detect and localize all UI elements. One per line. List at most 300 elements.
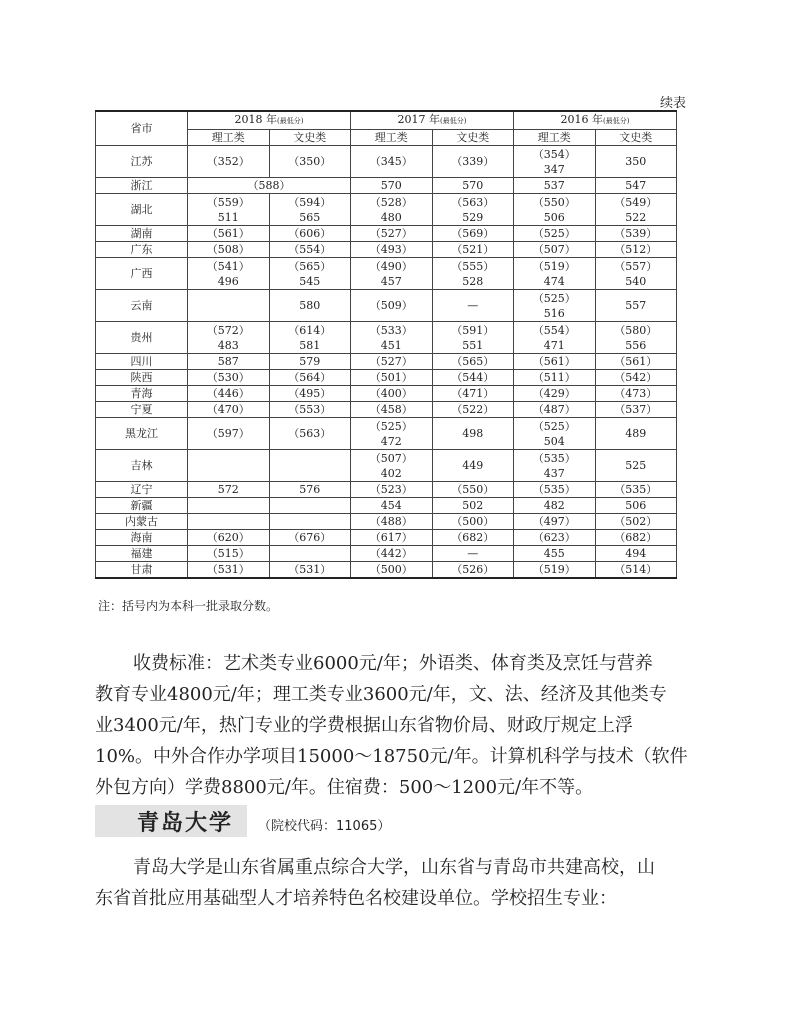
score-cell xyxy=(514,290,596,322)
score-value: 482 xyxy=(543,499,565,512)
province-cell: 广西 xyxy=(96,258,188,290)
score-cell xyxy=(514,450,596,482)
score-cell xyxy=(188,546,270,562)
score-cell xyxy=(351,194,433,226)
score-cell xyxy=(432,290,514,322)
score-value: 565 xyxy=(299,210,321,224)
score-value: （514） xyxy=(614,563,658,576)
table-row xyxy=(96,546,677,562)
score-value: （526） xyxy=(451,563,495,576)
score-cell xyxy=(188,258,270,290)
score-value: （493） xyxy=(369,243,413,256)
score-value: 576 xyxy=(299,483,321,496)
province-cell: 辽宁 xyxy=(96,482,188,498)
paragraph-line: 东省首批应用基础型人才培养特色名校建设单位。学校招生专业： xyxy=(95,888,617,909)
table-footnote: 注：括号内为本科一批录取分数。 xyxy=(98,599,279,613)
table-row xyxy=(96,482,677,498)
score-cell xyxy=(595,258,677,290)
score-value: （557） xyxy=(614,259,658,273)
score-value: （400） xyxy=(369,387,413,400)
score-cell xyxy=(432,498,514,514)
score-cell xyxy=(351,402,433,418)
table-row xyxy=(96,194,677,226)
province-header: 省市 xyxy=(96,111,188,146)
score-value: 537 xyxy=(543,179,565,192)
score-value: （519） xyxy=(532,259,576,273)
score-value: （512） xyxy=(614,243,658,256)
province-cell: 陕西 xyxy=(96,370,188,386)
score-cell xyxy=(595,194,677,226)
score-cell xyxy=(514,530,596,546)
score-cell xyxy=(432,418,514,450)
table-row xyxy=(96,146,677,178)
score-cell xyxy=(514,546,596,562)
score-cell xyxy=(351,146,433,178)
category-header: 文史类 xyxy=(432,130,514,146)
score-cell xyxy=(269,402,351,418)
score-cell xyxy=(514,242,596,258)
score-value: （525） xyxy=(532,419,576,433)
score-cell xyxy=(269,562,351,579)
score-cell xyxy=(595,354,677,370)
score-value: （569） xyxy=(451,227,495,240)
score-value: （544） xyxy=(451,371,495,384)
score-value: （470） xyxy=(206,403,250,416)
score-cell xyxy=(432,402,514,418)
paragraph-line: 外包方向）学费8800元/年。住宿费：500～1200元/年不等。 xyxy=(95,777,594,798)
score-value: （597） xyxy=(206,427,250,440)
score-cell xyxy=(269,418,351,450)
category-header: 理工类 xyxy=(514,130,596,146)
school-name: 青岛大学 xyxy=(137,811,234,836)
province-cell: 黑龙江 xyxy=(96,418,188,450)
score-cell xyxy=(188,194,270,226)
score-value: 502 xyxy=(462,499,484,512)
score-value: （508） xyxy=(206,243,250,256)
score-value: 483 xyxy=(217,338,239,352)
score-cell xyxy=(269,514,351,530)
score-value: （507） xyxy=(369,451,413,465)
score-cell xyxy=(188,418,270,450)
score-cell xyxy=(269,546,351,562)
table-row xyxy=(96,450,677,482)
score-cell xyxy=(432,146,514,178)
score-cell xyxy=(351,418,433,450)
score-cell xyxy=(269,322,351,354)
score-cell xyxy=(432,258,514,290)
score-value: （591） xyxy=(451,323,495,337)
category-header: 理工类 xyxy=(351,130,433,146)
score-value: （488） xyxy=(369,515,413,528)
score-cell xyxy=(351,546,433,562)
score-cell xyxy=(188,290,270,322)
province-cell: 海南 xyxy=(96,530,188,546)
score-value: 581 xyxy=(299,338,321,352)
score-cell xyxy=(351,354,433,370)
score-cell xyxy=(432,226,514,242)
score-value: 570 xyxy=(462,179,484,192)
score-value: 506 xyxy=(625,499,647,512)
score-cell xyxy=(514,370,596,386)
score-value: 350 xyxy=(625,155,647,168)
score-cell xyxy=(595,562,677,579)
year-header-2017: 2017 年(最低分) xyxy=(351,111,514,130)
score-value: （682） xyxy=(614,531,658,544)
score-cell xyxy=(595,386,677,402)
score-value: （565） xyxy=(288,259,332,273)
score-value: （594） xyxy=(288,195,332,209)
table-row xyxy=(96,418,677,450)
score-value: 545 xyxy=(299,274,321,288)
province-cell: 广东 xyxy=(96,242,188,258)
score-value: （528） xyxy=(369,195,413,209)
score-cell xyxy=(595,402,677,418)
score-value: 540 xyxy=(625,274,647,288)
score-cell xyxy=(269,242,351,258)
score-value: （527） xyxy=(369,355,413,368)
score-value: 580 xyxy=(299,299,321,312)
score-value: 572 xyxy=(217,483,239,496)
table-header-row-years xyxy=(96,111,677,130)
score-value: — xyxy=(467,299,479,312)
score-cell xyxy=(595,242,677,258)
score-cell xyxy=(432,194,514,226)
score-cell xyxy=(269,354,351,370)
score-value: 474 xyxy=(543,274,565,288)
score-value: （446） xyxy=(206,387,250,400)
score-value: （561） xyxy=(532,355,576,368)
score-cell xyxy=(514,498,596,514)
table-row xyxy=(96,322,677,354)
score-value: 480 xyxy=(380,210,402,224)
table-row xyxy=(96,402,677,418)
score-value: （559） xyxy=(206,195,250,209)
score-value: （502） xyxy=(614,515,658,528)
score-value: （354） xyxy=(532,147,576,161)
score-cell xyxy=(514,226,596,242)
score-value: 449 xyxy=(462,459,484,472)
score-value: （542） xyxy=(614,371,658,384)
table-row xyxy=(96,290,677,322)
score-value: （564） xyxy=(288,371,332,384)
score-cell xyxy=(188,386,270,402)
score-cell xyxy=(188,226,270,242)
score-cell xyxy=(269,530,351,546)
continued-label: 续表 xyxy=(660,96,687,111)
table-row xyxy=(96,530,677,546)
intro-paragraph xyxy=(95,852,705,914)
score-cell xyxy=(188,498,270,514)
province-cell: 湖南 xyxy=(96,226,188,242)
paragraph-line: 收费标准：艺术类专业6000元/年；外语类、体育类及烹饪与营养 xyxy=(133,653,653,674)
score-cell xyxy=(514,146,596,178)
table-row xyxy=(96,370,677,386)
paragraph-line: 教育专业4800元/年；理工类专业3600元/年，文、法、经济及其他类专 xyxy=(95,684,667,705)
score-value: 504 xyxy=(543,434,565,448)
score-value: （539） xyxy=(614,227,658,240)
score-value: 557 xyxy=(625,299,647,312)
score-cell xyxy=(432,514,514,530)
score-cell xyxy=(269,290,351,322)
score-value: （535） xyxy=(532,451,576,465)
paragraph-line: 10%。中外合作办学项目15000～18750元/年。计算机科学与技术（软件 xyxy=(95,746,688,767)
score-value: （549） xyxy=(614,195,658,209)
score-value: （572） xyxy=(206,323,250,337)
province-cell: 贵州 xyxy=(96,322,188,354)
score-cell xyxy=(269,386,351,402)
score-value: （623） xyxy=(532,531,576,544)
score-cell xyxy=(269,146,351,178)
score-value: （519） xyxy=(532,563,576,576)
score-cell xyxy=(595,530,677,546)
score-cell xyxy=(432,450,514,482)
table-row xyxy=(96,498,677,514)
score-cell xyxy=(188,354,270,370)
score-cell xyxy=(432,546,514,562)
score-cell xyxy=(595,514,677,530)
score-cell xyxy=(351,514,433,530)
score-cell xyxy=(514,482,596,498)
score-cell xyxy=(188,146,270,178)
score-value: 547 xyxy=(625,179,647,192)
score-cell xyxy=(269,258,351,290)
score-cell xyxy=(514,514,596,530)
score-value: （550） xyxy=(532,195,576,209)
score-value: （473） xyxy=(614,387,658,400)
province-cell: 青海 xyxy=(96,386,188,402)
score-cell xyxy=(269,370,351,386)
score-value: 489 xyxy=(625,427,647,440)
score-value: （531） xyxy=(288,563,332,576)
score-value: 551 xyxy=(462,338,484,352)
score-cell xyxy=(269,194,351,226)
score-value: （509） xyxy=(369,299,413,312)
score-cell xyxy=(595,370,677,386)
score-cell xyxy=(188,530,270,546)
table-row xyxy=(96,226,677,242)
score-cell xyxy=(188,370,270,386)
score-value: （580） xyxy=(614,323,658,337)
score-cell xyxy=(351,562,433,579)
score-value: （554） xyxy=(532,323,576,337)
score-cell-merged: （588） xyxy=(188,178,351,194)
score-cell xyxy=(514,562,596,579)
province-cell: 云南 xyxy=(96,290,188,322)
score-cell xyxy=(351,450,433,482)
score-value: 455 xyxy=(543,547,565,560)
table-row xyxy=(96,514,677,530)
score-value: 506 xyxy=(543,210,565,224)
score-cell xyxy=(432,322,514,354)
score-value: （345） xyxy=(369,155,413,168)
fee-paragraph xyxy=(95,648,705,803)
table-row xyxy=(96,562,677,579)
score-value: 471 xyxy=(543,338,565,352)
table-row xyxy=(96,178,677,194)
score-cell xyxy=(188,322,270,354)
score-cell xyxy=(351,370,433,386)
score-value: （530） xyxy=(206,371,250,384)
score-cell xyxy=(351,386,433,402)
score-value: （497） xyxy=(532,515,576,528)
table-row xyxy=(96,242,677,258)
province-cell: 新疆 xyxy=(96,498,188,514)
score-value: （501） xyxy=(369,371,413,384)
category-header: 文史类 xyxy=(269,130,351,146)
score-value: （617） xyxy=(369,531,413,544)
score-cell xyxy=(188,514,270,530)
score-value: （527） xyxy=(369,227,413,240)
score-cell xyxy=(188,562,270,579)
score-value: （561） xyxy=(206,227,250,240)
score-value: 451 xyxy=(380,338,402,352)
province-cell: 宁夏 xyxy=(96,402,188,418)
score-value: （563） xyxy=(451,195,495,209)
score-cell xyxy=(595,146,677,178)
score-value: 494 xyxy=(625,547,647,560)
score-cell xyxy=(514,322,596,354)
province-cell: 甘肃 xyxy=(96,562,188,579)
score-cell xyxy=(269,226,351,242)
score-value: （682） xyxy=(451,531,495,544)
score-value: （620） xyxy=(206,531,250,544)
score-value: 496 xyxy=(217,274,239,288)
score-value: （525） xyxy=(369,419,413,433)
score-value: （554） xyxy=(288,243,332,256)
score-value: 528 xyxy=(462,274,484,288)
score-value: 516 xyxy=(543,306,565,320)
score-cell xyxy=(432,354,514,370)
score-value: （429） xyxy=(532,387,576,400)
score-cell xyxy=(595,498,677,514)
score-cell xyxy=(432,178,514,194)
score-cell xyxy=(432,482,514,498)
paragraph-line: 青岛大学是山东省属重点综合大学，山东省与青岛市共建高校，山 xyxy=(133,857,655,878)
score-value: （507） xyxy=(532,243,576,256)
score-cell xyxy=(514,178,596,194)
score-value: （458） xyxy=(369,403,413,416)
score-cell xyxy=(351,322,433,354)
paragraph-line: 业3400元/年，热门专业的学费根据山东省物价局、财政厅规定上浮 xyxy=(95,715,633,736)
score-cell xyxy=(595,178,677,194)
category-header: 理工类 xyxy=(188,130,270,146)
province-cell: 内蒙古 xyxy=(96,514,188,530)
score-value: 457 xyxy=(380,274,402,288)
category-header: 文史类 xyxy=(595,130,677,146)
score-cell xyxy=(351,290,433,322)
score-value: （533） xyxy=(369,323,413,337)
score-value: （339） xyxy=(451,155,495,168)
score-value: 587 xyxy=(217,355,239,368)
score-value: 454 xyxy=(380,499,402,512)
score-cell xyxy=(269,450,351,482)
province-cell: 吉林 xyxy=(96,450,188,482)
score-value: （442） xyxy=(369,547,413,560)
score-value: （490） xyxy=(369,259,413,273)
province-cell: 江苏 xyxy=(96,146,188,178)
score-cell xyxy=(595,482,677,498)
score-value: 511 xyxy=(217,210,239,224)
score-value: 570 xyxy=(380,179,402,192)
score-value: （563） xyxy=(288,427,332,440)
score-value: （561） xyxy=(614,355,658,368)
score-value: （471） xyxy=(451,387,495,400)
score-cell xyxy=(432,562,514,579)
score-value: （350） xyxy=(288,155,332,168)
score-value: （495） xyxy=(288,387,332,400)
score-cell xyxy=(595,418,677,450)
score-value: 529 xyxy=(462,210,484,224)
score-value: 347 xyxy=(543,162,565,176)
admission-score-table xyxy=(95,110,677,579)
score-value: （515） xyxy=(206,547,250,560)
score-value: 472 xyxy=(380,434,402,448)
province-cell: 浙江 xyxy=(96,178,188,194)
score-cell xyxy=(514,386,596,402)
score-value: （553） xyxy=(288,403,332,416)
score-cell xyxy=(269,482,351,498)
score-cell xyxy=(514,258,596,290)
score-value: （535） xyxy=(614,483,658,496)
score-cell xyxy=(351,258,433,290)
score-cell xyxy=(595,290,677,322)
score-cell xyxy=(514,354,596,370)
province-cell: 四川 xyxy=(96,354,188,370)
score-cell xyxy=(351,530,433,546)
score-value: 498 xyxy=(462,427,484,440)
score-cell xyxy=(188,242,270,258)
score-value: （521） xyxy=(451,243,495,256)
score-cell xyxy=(432,386,514,402)
score-value: （522） xyxy=(451,403,495,416)
score-value: （500） xyxy=(369,563,413,576)
score-value: （565） xyxy=(451,355,495,368)
score-value: （531） xyxy=(206,563,250,576)
score-value: （525） xyxy=(532,227,576,240)
score-value: 579 xyxy=(299,355,321,368)
score-value: （535） xyxy=(532,483,576,496)
score-cell xyxy=(351,178,433,194)
score-value: （511） xyxy=(532,371,576,384)
score-value: 402 xyxy=(380,466,402,480)
province-cell: 福建 xyxy=(96,546,188,562)
score-value: （487） xyxy=(532,403,576,416)
table-row xyxy=(96,386,677,402)
score-value: （614） xyxy=(288,323,332,337)
score-value: （523） xyxy=(369,483,413,496)
score-cell xyxy=(514,194,596,226)
score-cell xyxy=(188,402,270,418)
score-cell xyxy=(351,498,433,514)
table-row xyxy=(96,258,677,290)
score-cell xyxy=(188,450,270,482)
score-cell xyxy=(595,322,677,354)
score-value: （555） xyxy=(451,259,495,273)
score-value: （500） xyxy=(451,515,495,528)
score-value: 556 xyxy=(625,338,647,352)
score-cell xyxy=(351,242,433,258)
score-value: 522 xyxy=(625,210,647,224)
score-cell xyxy=(432,530,514,546)
year-header-2018: 2018 年(最低分) xyxy=(188,111,351,130)
score-cell xyxy=(595,546,677,562)
score-value: （352） xyxy=(206,155,250,168)
score-value: （525） xyxy=(532,291,576,305)
score-value: （676） xyxy=(288,531,332,544)
score-cell xyxy=(351,482,433,498)
school-code: （院校代码：11065） xyxy=(258,819,391,834)
score-cell xyxy=(269,498,351,514)
